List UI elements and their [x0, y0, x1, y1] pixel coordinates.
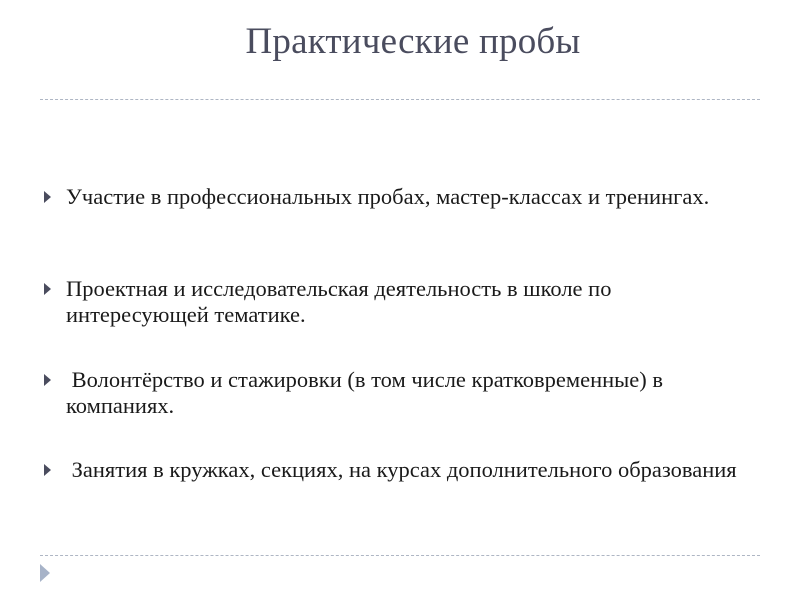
triangle-right-icon [44, 464, 51, 476]
nav-triangle-icon[interactable] [40, 564, 50, 582]
bullet-text: Участие в профессиональных пробах, мастер-классах и тренингах. [66, 184, 710, 209]
triangle-right-icon [44, 374, 51, 386]
bullet-text: Занятия в кружках, секциях, на курсах дополнительного образования [66, 457, 737, 482]
bullet-text: Волонтёрство и стажировки (в том числе кратковременные) в компаниях. [66, 367, 669, 418]
triangle-right-icon [44, 283, 51, 295]
triangle-right-icon [44, 191, 51, 203]
bullet-text: Проектная и исследовательская деятельность в школе по интересующей тематике. [66, 276, 612, 327]
bottom-divider [40, 555, 760, 556]
slide-title: Практические пробы [245, 21, 581, 62]
